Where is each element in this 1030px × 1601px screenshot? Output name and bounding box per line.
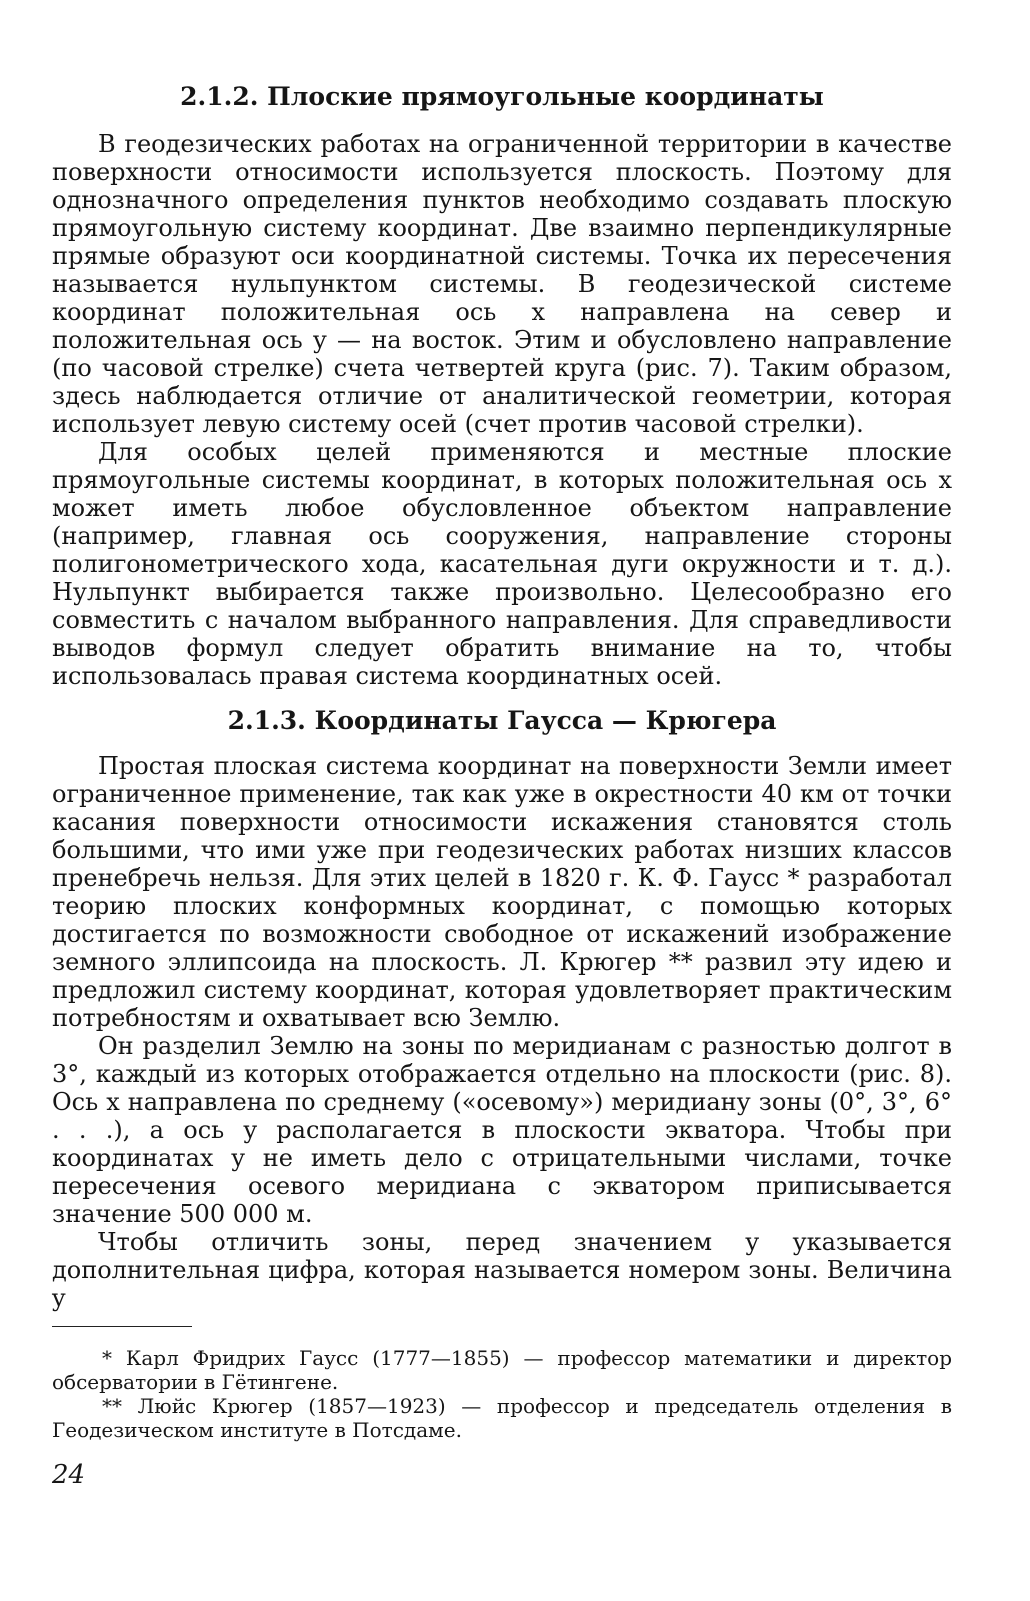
section-body-plane-coordinates — [52, 130, 952, 690]
footnote-gauss: * Карл Фридрих Гаусс (1777—1855) — профессор математики и директор обсерватории в Гётингене. — [52, 1346, 952, 1394]
paragraph: Он разделил Землю на зоны по меридианам с разностью долгот в 3°, каждый из которых отображается отдельно на плоскости (рис. 8). Ось x направлена по среднему («осевому») меридиану зоны (0°, 3°, 6° . . .), а ось y располагается в плоскости экватора. Чтобы при координатах y не иметь дело с отрицательными числами, точке пересечения осевого меридиана с экватором приписывается значение 500 000 м. — [52, 1032, 952, 1228]
paragraph: В геодезических работах на ограниченной территории в качестве поверхности относимости используется плоскость. Поэтому для однозначного определения пунктов необходимо создавать плоскую прямоугольную систему координат. Две взаимно перпендикулярные прямые образуют оси координатной системы. Точка их пересечения называется нульпунктом системы. В геодезической системе координат положительная ось x направлена на север и положительная ось y — на восток. Этим и обусловлено направление (по часовой стрелке) счета четвертей круга (рис. 7). Таким образом, здесь наблюдается отличие от аналитической геометрии, которая использует левую систему осей (счет против часовой стрелки). — [52, 130, 952, 438]
section-heading-gauss-kruger: 2.1.3. Координаты Гаусса — Крюгера — [227, 706, 777, 735]
footnote-kruger: ** Люйс Крюгер (1857—1923) — профессор и председатель отделения в Геодезическом институте в Потсдаме. — [52, 1394, 952, 1442]
footnotes — [52, 1346, 952, 1442]
paragraph: Простая плоская система координат на поверхности Земли имеет ограниченное применение, так как уже в окрестности 40 км от точки касания поверхности относимости искажения становятся столь большими, что ими уже при геодезических работах низших классов пренебречь нельзя. Для этих целей в 1820 г. К. Ф. Гаусс * разработал теорию плоских конформных координат, с помощью которых достигается по возможности свободное от искажений изображение земного эллипсоида на плоскость. Л. Крюгер ** развил эту идею и предложил систему координат, которая удовлетворяет практическим потребностям и охватывает всю Землю. — [52, 752, 952, 1032]
page-number: 24 — [52, 1460, 86, 1490]
paragraph: Чтобы отличить зоны, перед значением y указывается дополнительная цифра, которая называется номером зоны. Величина y — [52, 1228, 952, 1312]
section-heading-plane-coordinates: 2.1.2. Плоские прямоугольные координаты — [180, 82, 824, 111]
book-page — [52, 0, 952, 1601]
section-body-gauss-kruger — [52, 752, 952, 1312]
paragraph: Для особых целей применяются и местные плоские прямоугольные системы координат, в которых положительная ось x может иметь любое обусловленное объектом направление (например, главная ось сооружения, направление стороны полигонометрического хода, касательная дуги окружности и т. д.). Нульпункт выбирается также произвольно. Целесообразно его совместить с началом выбранного направления. Для справедливости выводов формул следует обратить внимание на то, чтобы использовалась правая система координатных осей. — [52, 438, 952, 690]
footnote-divider — [52, 1326, 192, 1327]
